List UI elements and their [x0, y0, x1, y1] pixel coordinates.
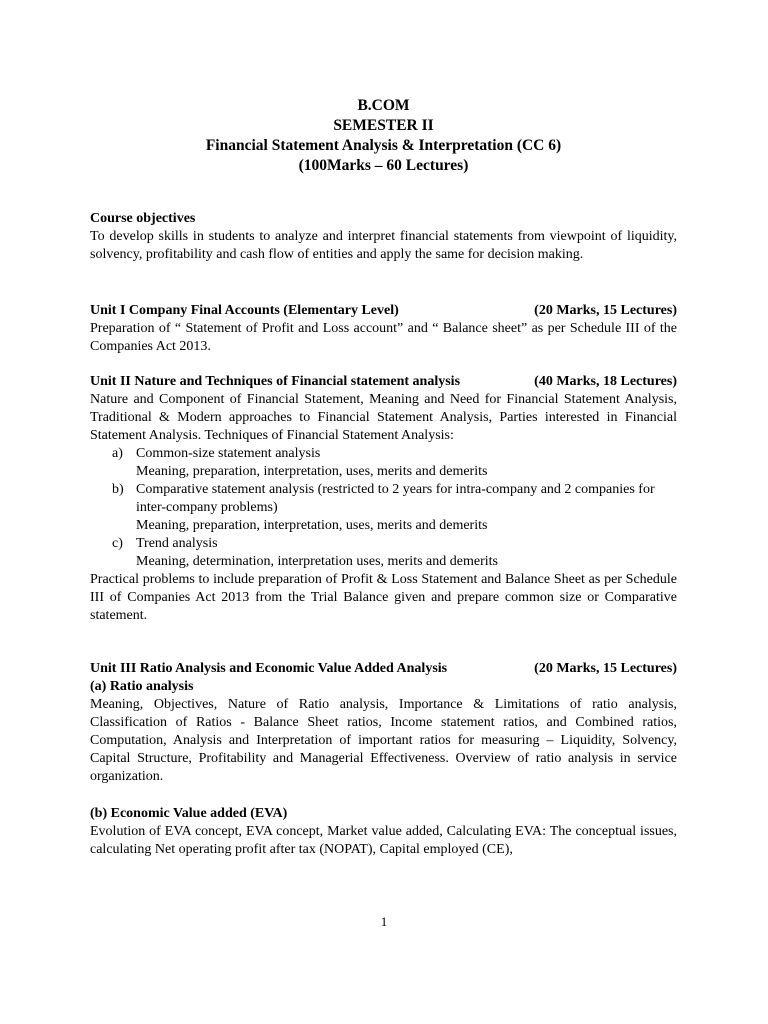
unit-1-section	[90, 302, 677, 356]
ratio-analysis-text: Meaning, Objectives, Nature of Ratio analysis, Importance & Limitations of ratio analysis, Classification of Ratios - Balance Sheet ratios, Income statement ratios, and Combined ratios, Computation, Analysis and Interpretation of important ratios for measuring – Liquidity, Solvency, Capital Structure, Profitability and Managerial Effectiveness. Overview of ratio analysis in service organization.	[90, 697, 677, 784]
unit-3-title: Unit III Ratio Analysis and Economic Value Added Analysis	[90, 661, 448, 676]
unit-2-marks: (40 Marks, 18 Lectures)	[534, 374, 677, 389]
unit-3-marks: (20 Marks, 15 Lectures)	[534, 661, 677, 676]
unit-3-heading	[90, 660, 677, 678]
course-title: Financial Statement Analysis & Interpretation (CC 6)	[205, 137, 562, 154]
techniques-list	[90, 445, 677, 571]
list-item-title: Trend analysis	[136, 536, 218, 551]
eva-heading: (b) Economic Value added (EVA)	[90, 806, 288, 821]
list-item-detail: Meaning, preparation, interpretation, uses, merits and demerits	[136, 518, 488, 533]
unit-2-title: Unit II Nature and Techniques of Financial statement analysis	[90, 374, 461, 389]
list-item-title: Common-size statement analysis	[136, 446, 321, 461]
list-item	[112, 535, 677, 571]
list-item-detail: Meaning, preparation, interpretation, uses, merits and demerits	[136, 464, 488, 479]
unit-1-text: Preparation of “ Statement of Profit and Loss account” and “ Balance sheet” as per Schedule III of the Companies Act 2013.	[90, 321, 677, 354]
objectives-heading: Course objectives	[90, 211, 196, 226]
semester-title: SEMESTER II	[333, 117, 434, 134]
list-marker: a)	[112, 446, 123, 461]
list-item-detail: Meaning, determination, interpretation uses, merits and demerits	[136, 554, 498, 569]
degree-title: B.COM	[357, 97, 410, 114]
unit-2-section	[90, 373, 677, 625]
list-marker: b)	[112, 482, 124, 497]
course-marks: (100Marks – 60 Lectures)	[298, 157, 469, 174]
objectives-section	[90, 210, 677, 264]
eva-text: Evolution of EVA concept, EVA concept, Market value added, Calculating EVA: The conceptual issues, calculating Net operating profit after tax (NOPAT), Capital employed (CE),	[90, 824, 677, 857]
unit-1-marks: (20 Marks, 15 Lectures)	[534, 303, 677, 318]
unit-2-heading	[90, 373, 677, 391]
unit-3-section	[90, 660, 677, 859]
list-item	[112, 445, 677, 481]
list-marker: c)	[112, 536, 123, 551]
objectives-text: To develop skills in students to analyze and interpret financial statements from viewpoint of liquidity, solvency, profitability and cash flow of entities and apply the same for decision making.	[90, 229, 677, 262]
ratio-analysis-heading: (a) Ratio analysis	[90, 679, 194, 694]
unit-1-heading	[90, 302, 677, 320]
unit-2-intro: Nature and Component of Financial Statement, Meaning and Need for Financial Statement Analysis, Traditional & Modern approaches to Financial Statement Analysis, Parties interested in Financial Statement Analysis. Techniques of Financial Statement Analysis:	[90, 392, 677, 443]
unit-2-practical: Practical problems to include preparation of Profit & Loss Statement and Balance Sheet as per Schedule III of Companies Act 2013 from the Trial Balance given and prepare common size or Comparative statement.	[90, 572, 677, 623]
document-body	[90, 96, 677, 859]
page-number: 1	[380, 914, 388, 929]
list-item	[112, 481, 677, 535]
document-header	[90, 96, 677, 176]
list-item-title: Comparative statement analysis (restricted to 2 years for intra-company and 2 companies for inter-company problems)	[136, 482, 655, 515]
unit-1-title: Unit I Company Final Accounts (Elementary Level)	[90, 303, 399, 318]
